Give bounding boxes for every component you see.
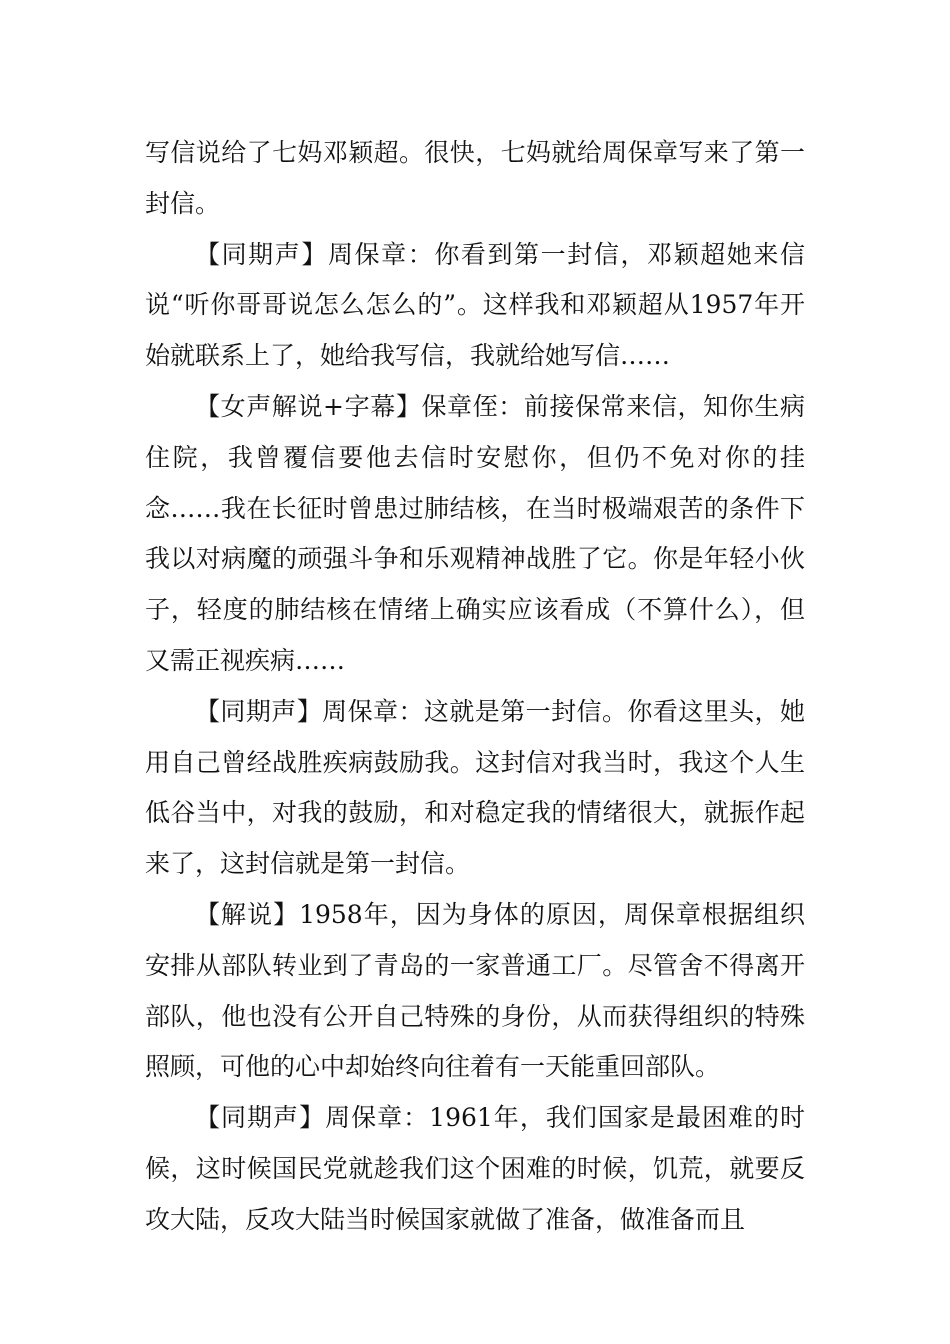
paragraph-interview-first-letter: 【同期声】周保章：你看到第一封信，邓颖超她来信说“听你哥哥说怎么怎么的”。这样我和邓颖超从1957年开始就联系上了，她给我写信，我就给她写信…… [145,239,805,371]
document-body [145,128,805,1246]
paragraph-letter-intro: 写信说给了七妈邓颖超。很快，七妈就给周保章写来了第一封信。 [145,138,805,218]
paragraph-interview-1961: 【同期声】周保章：1961年，我们国家是最困难的时候，这时候国民党就趁我们这个困难的时候，饥荒，就要反攻大陆，反攻大陆当时候国家就做了准备，做准备而且 [145,1103,805,1234]
paragraph-letter-subtitle: 【女声解说+字幕】保章侄：前接保常来信，知你生病住院，我曾覆信要他去信时安慰你，但仍不免对你的挂念……我在长征时曾患过肺结核，在当时极端艰苦的条件下我以对病魔的顽强斗争和乐观精神战胜了它。你是年轻小伙子，轻度的肺结核在情绪上确实应该看成（不算什么），但又需正视疾病…… [145,391,805,675]
paragraph-interview-encouragement: 【同期声】周保章：这就是第一封信。你看这里头，她用自己曾经战胜疾病鼓励我。这封信对我当时，我这个人生低谷当中，对我的鼓励，和对稳定我的情绪很大，就振作起来了，这封信就是第一封信。 [145,696,805,879]
paragraph-narration-1958: 【解说】1958年，因为身体的原因，周保章根据组织安排从部队转业到了青岛的一家普通工厂。尽管舍不得离开部队，他也没有公开自己特殊的身份，从而获得组织的特殊照顾，可他的心中却始终向往着有一天能重回部队。 [145,899,805,1082]
